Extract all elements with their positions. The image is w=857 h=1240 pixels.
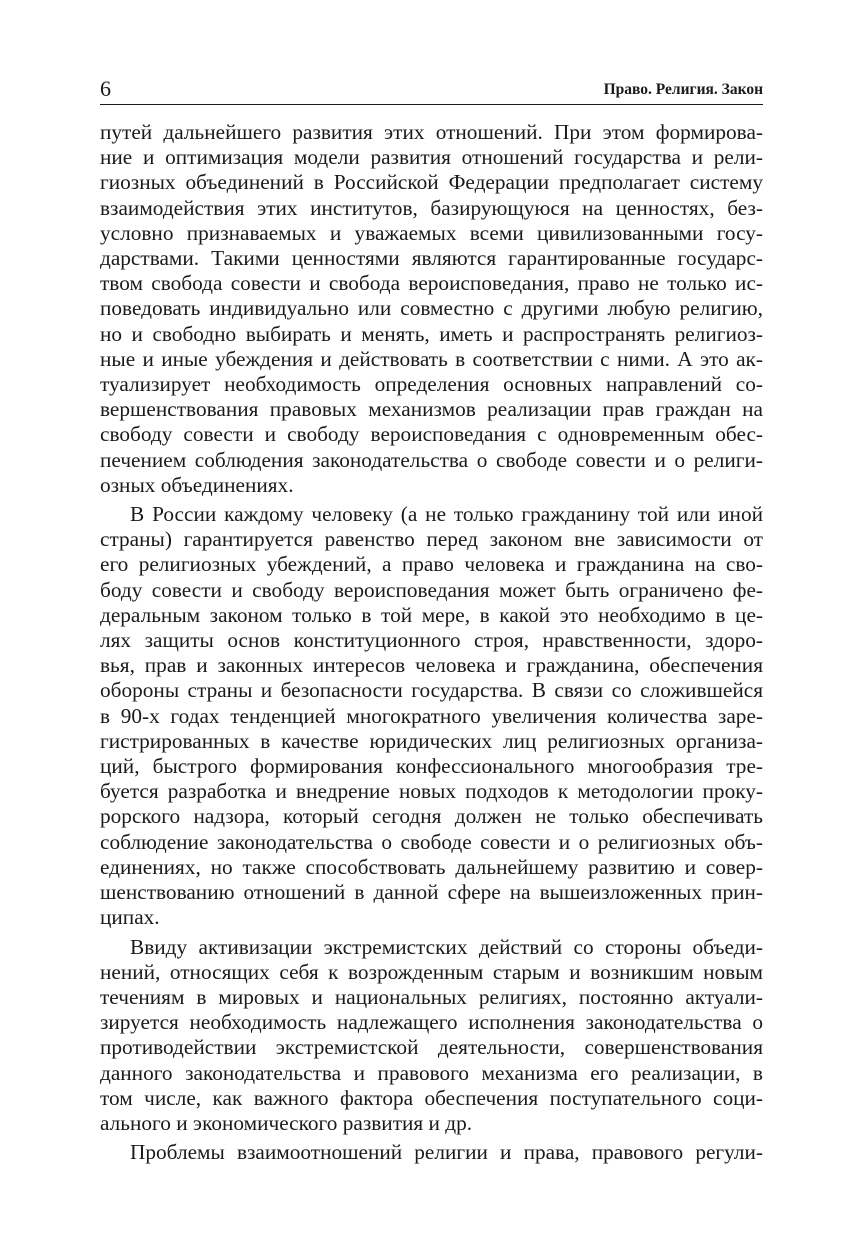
text-line: обороны страны и безопасности государства. В связи со сложившейся [100, 678, 763, 703]
text-line: ципах. [100, 905, 160, 930]
text-line: соблюдение законодательства о свободе совести и о религиозных объ- [100, 829, 763, 854]
text-line: свободу совести и свободу вероисповедания с одновременным обес- [100, 422, 763, 447]
text-line: в 90-х годах тенденцией многократного увеличения количества заре- [100, 703, 763, 728]
text-line: зируется необходимость надлежащего исполнения законодательства о [100, 1010, 763, 1035]
text-line: течениям в мировых и национальных религиях, постоянно актуали- [100, 984, 763, 1009]
text-line: озных объединениях. [100, 472, 294, 497]
text-line: данного законодательства и правового механизма его реализации, в [100, 1060, 763, 1085]
text-line: дарствами. Такими ценностями являются гарантированные государс- [100, 246, 763, 271]
text-line: но и свободно выбирать и менять, иметь и распространять религиоз- [100, 321, 763, 346]
text-line: нений, относящих себя к возрожденным старым и возникшим новым [100, 959, 763, 984]
text-line: Ввиду активизации экстремистских действий со стороны объеди- [130, 934, 763, 959]
text-line: рорского надзора, который сегодня должен не только обеспечивать [100, 804, 763, 829]
text-line: путей дальнейшего развития этих отношений. При этом формирова- [100, 120, 763, 144]
running-title: Право. Религия. Закон [603, 81, 763, 98]
text-line: вершенствования правовых механизмов реализации прав граждан на [100, 397, 763, 422]
text-line: печением соблюдения законодательства о свободе совести и о религи- [100, 447, 763, 472]
paragraph [100, 120, 763, 498]
text-line: деральным законом только в той мере, в какой это необходимо в це- [100, 602, 763, 627]
text-line: гистрированных в качестве юридических лиц религиозных организа- [100, 728, 763, 753]
paragraph [100, 935, 763, 1137]
text-line: буется разработка и внедрение новых подходов к методологии проку- [100, 779, 763, 804]
text-line: том числе, как важного фактора обеспечения поступательного соци- [100, 1085, 763, 1110]
text-line: шенствованию отношений в данной сфере на вышеизложенных прин- [100, 880, 763, 905]
text-line: противодействии экстремистской деятельности, совершенствования [100, 1035, 763, 1060]
text-line: боду совести и свободу вероисповедания может быть ограничено фе- [100, 577, 763, 602]
text-line: ального и экономического развития и др. [100, 1110, 473, 1135]
text-line: страны) гарантируется равенство перед законом вне зависимости от [100, 527, 763, 552]
text-line: В России каждому человеку (а не только гражданину той или иной [130, 502, 763, 527]
text-line: туализирует необходимость определения основных направлений со- [100, 372, 763, 397]
text-line: ние и оптимизация модели развития отношений государства и рели- [100, 145, 763, 170]
text-line: его религиозных убеждений, а право человека и гражданина на сво- [100, 552, 763, 577]
text-line: поведовать индивидуально или совместно с другими любую религию, [100, 296, 763, 321]
text-line: ций, быстрого формирования конфессионального многообразия тре- [100, 754, 763, 779]
page-header [100, 74, 763, 105]
text-line: гиозных объединений в Российской Федерации предполагает систему [100, 170, 763, 195]
page-number: 6 [100, 76, 111, 101]
body-text [100, 120, 763, 1165]
paragraph [100, 1140, 763, 1165]
text-line: взаимодействия этих институтов, базирующуюся на ценностях, без- [100, 195, 763, 220]
text-line: Проблемы взаимоотношений религии и права, правового регули- [130, 1140, 763, 1165]
text-line: вья, прав и законных интересов человека и гражданина, обеспечения [100, 653, 763, 678]
text-line: лях защиты основ конституционного строя, нравственности, здоро- [100, 628, 763, 653]
text-line: единениях, но также способствовать дальнейшему развитию и совер- [100, 854, 763, 879]
text-line: твом свобода совести и свобода вероисповедания, право не только ис- [100, 271, 763, 296]
text-line: условно признаваемых и уважаемых всеми цивилизованными госу- [100, 220, 763, 245]
paragraph [100, 502, 763, 930]
text-line: ные и иные убеждения и действовать в соответствии с ними. А это ак- [100, 346, 763, 371]
